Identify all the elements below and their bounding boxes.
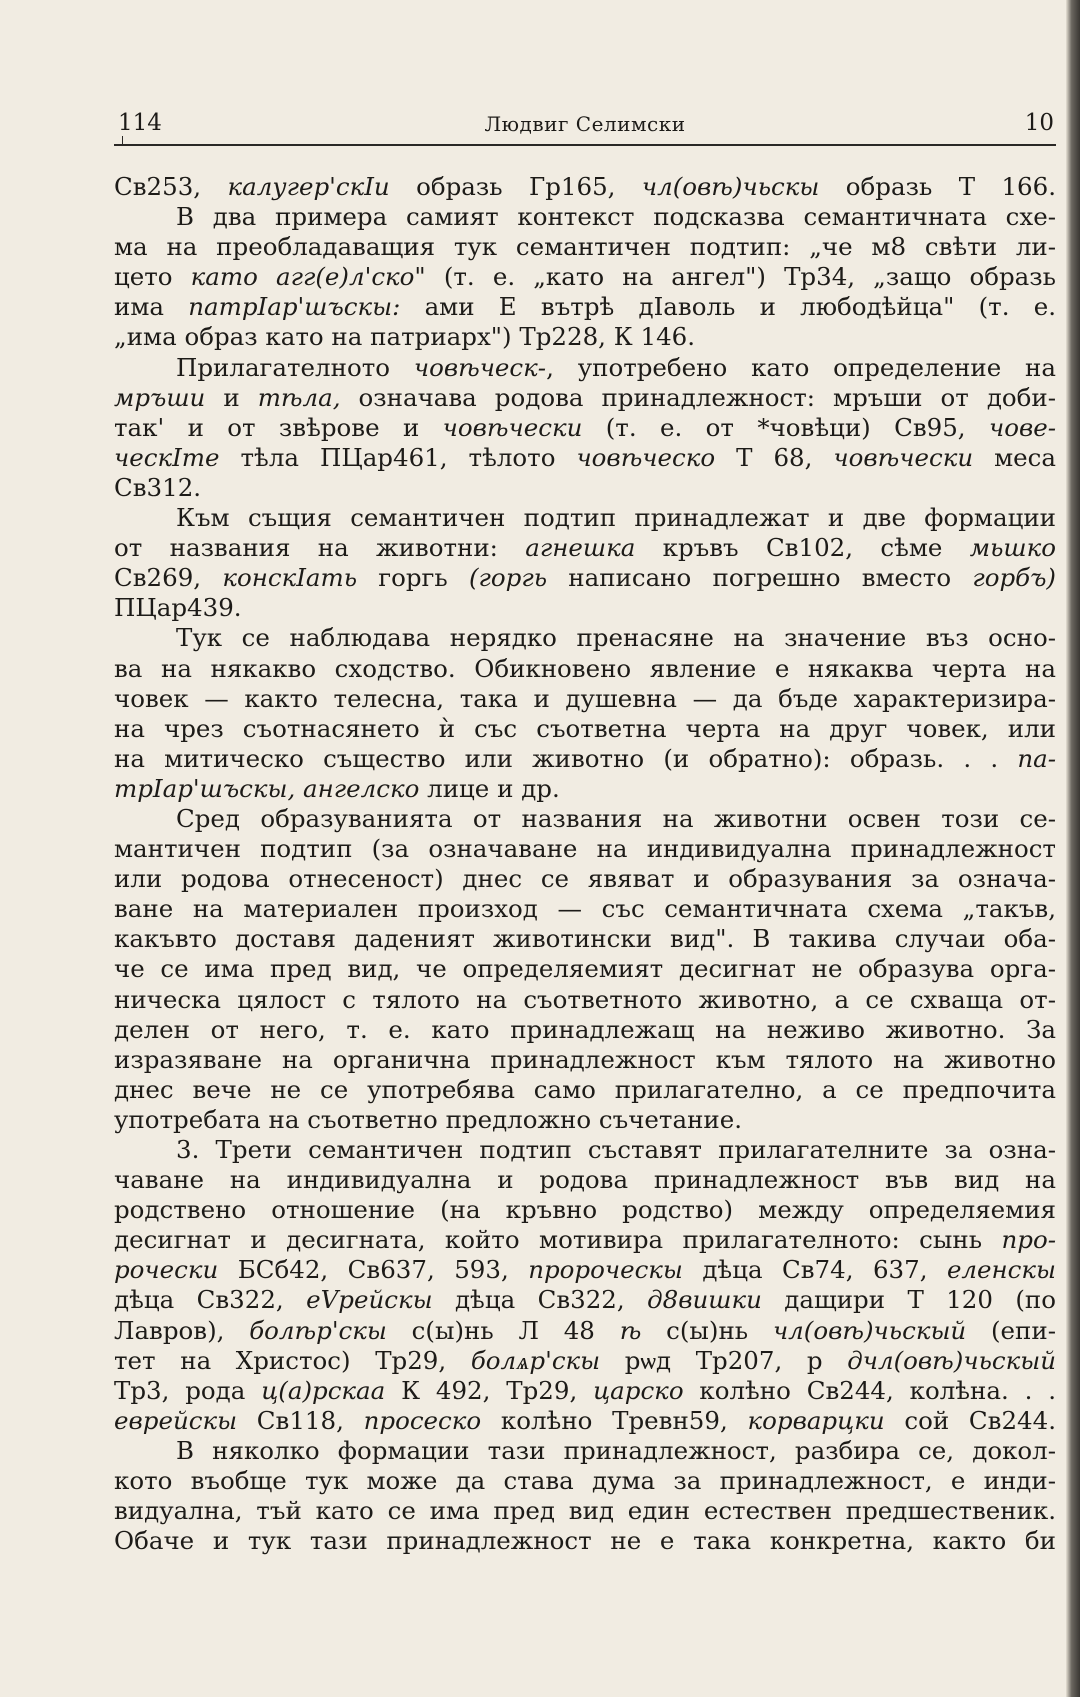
text-run: Св269,	[114, 563, 223, 593]
text-run: употребата на съответно предложно съчетание.	[114, 1104, 743, 1134]
text-line	[114, 353, 1056, 383]
text-line	[114, 443, 1056, 473]
text-line	[114, 563, 1056, 593]
text-line	[114, 744, 1056, 774]
text-line	[114, 834, 1056, 864]
italic-form: болѣр'скы	[249, 1315, 387, 1345]
text-run: с(ы)нь	[641, 1315, 773, 1345]
text-line	[114, 1225, 1056, 1255]
italic-form: ѣ	[619, 1315, 642, 1345]
text-run: образь Гр165,	[389, 172, 642, 201]
italic-form: човѣческ-	[413, 352, 547, 382]
italic-form: като агг(е)л'ско"	[190, 262, 426, 292]
text-line	[114, 292, 1056, 322]
text-run: има	[114, 292, 189, 322]
header-rule-tick	[122, 136, 123, 146]
text-line	[114, 954, 1056, 984]
text-line	[114, 894, 1056, 924]
italic-form: еVрейскы	[306, 1285, 433, 1315]
text-run: Прилагателното	[176, 352, 414, 382]
text-run: ническа цялост с тялото на съответното животно, а се схваща от-	[114, 984, 1056, 1014]
section-number: 10	[1024, 110, 1054, 136]
italic-form: еленскы	[946, 1255, 1056, 1285]
text-line	[114, 1015, 1056, 1045]
text-line	[114, 413, 1056, 443]
italic-form: мьшко	[969, 533, 1056, 563]
text-run: дащири Т 120 (по	[761, 1285, 1056, 1315]
text-line	[114, 1075, 1056, 1105]
text-run: Тр3, рода	[114, 1375, 262, 1405]
text-line	[114, 864, 1056, 894]
text-run: родствено отношение (на кръвно родство) между определяемия	[114, 1195, 1056, 1225]
italic-form: ческІте	[114, 442, 220, 472]
header-rule	[114, 144, 1056, 146]
text-run: кръвъ Св102, сѣме	[635, 533, 970, 563]
text-run: ма на преобладаващия тук семантичен подтип: „че м8 свѣти ли-	[114, 232, 1056, 262]
text-run: мантичен подтип (за означаване на индивидуална принадлежност	[114, 834, 1056, 864]
italic-form: болѧр'скы	[470, 1345, 601, 1375]
text-run: лице и др.	[419, 773, 560, 803]
italic-form: д8вишки	[647, 1285, 762, 1315]
text-line	[114, 593, 1056, 623]
italic-form: човѣчески	[833, 442, 974, 472]
italic-form: мръши	[114, 382, 206, 412]
text-run: какъвто доставя даденият животински вид". В такива случаи оба-	[114, 924, 1056, 954]
italic-form: ц(а)рскаа	[261, 1375, 386, 1405]
text-run: меса	[973, 442, 1056, 472]
italic-form: калугер'скІи	[227, 172, 390, 201]
text-run: К 492, Тр29,	[385, 1375, 594, 1405]
text-line	[114, 503, 1056, 533]
italic-form: патрІар'шъскы:	[188, 292, 401, 322]
text-run: горгь	[357, 563, 469, 593]
italic-form: горбъ)	[972, 563, 1056, 593]
text-line	[114, 714, 1056, 744]
text-run: ва на някакво сходство. Обикновено явление е някаква черта на	[114, 653, 1056, 683]
text-run: на чрез съотнасянето ѝ със съответна черта на друг човек, или	[114, 713, 1056, 743]
text-run: видуална, тъй като се има пред вид един естествен предшественик.	[114, 1496, 1056, 1526]
text-line	[114, 684, 1056, 714]
text-line	[114, 202, 1056, 232]
page-edge	[1066, 0, 1080, 1697]
text-run: „има образ като на патриарх") Тр228, К 146.	[114, 322, 696, 352]
italic-form: конскІать	[222, 563, 358, 593]
text-run: так' и от звѣрове и	[114, 412, 443, 442]
text-run: ПЦар439.	[114, 593, 242, 623]
text-line	[114, 262, 1056, 292]
text-line	[114, 1045, 1056, 1075]
text-run: Тук се наблюдава нерядко пренасяне на значение въз осно-	[176, 623, 1056, 653]
text-run: В няколко формации тази принадлежност, разбира се, докол-	[176, 1435, 1056, 1465]
text-run: Св253,	[114, 172, 228, 201]
italic-form: човѣчески	[442, 412, 583, 442]
text-line	[114, 985, 1056, 1015]
text-run: делен от него, т. е. като принадлежащ на неживо животно. За	[114, 1014, 1056, 1044]
italic-form: чл(овѣ)чьскы	[641, 172, 820, 201]
italic-form: па-	[1017, 743, 1056, 773]
text-line	[114, 1406, 1056, 1436]
text-run: Сред образуванията от названия на животни освен този се-	[176, 803, 1056, 833]
running-title: Людвиг Селимски	[484, 112, 686, 136]
text-run: чаване на индивидуална и родова принадлежност във вид на	[114, 1165, 1056, 1195]
text-run: означава родова принадлежност: мръши от доби-	[340, 382, 1056, 412]
body-text	[114, 172, 1056, 1556]
text-line	[114, 322, 1056, 352]
text-run: че се има пред вид, че определяемият десигнат не образува орга-	[114, 954, 1056, 984]
italic-form: корварцки	[747, 1405, 885, 1435]
italic-form: трІар'шъскы, ангелско	[114, 773, 420, 803]
text-line	[114, 1165, 1056, 1195]
text-run: тет на Христос) Тр29,	[114, 1345, 471, 1375]
italic-form: (горгь	[468, 563, 548, 593]
text-run: (епи-	[966, 1315, 1056, 1345]
text-run: тѣла ПЦар461, тѣлото	[219, 442, 577, 472]
text-run: Св118,	[237, 1405, 364, 1435]
text-line	[114, 623, 1056, 653]
text-run: сой Св244.	[884, 1405, 1056, 1435]
text-line	[114, 654, 1056, 684]
text-run: ване на материален произход — със семантичната схема „такъв,	[114, 894, 1056, 924]
text-run: или родова отнесеност) днес се явяват и образувания за означа-	[114, 864, 1056, 894]
text-run: Т 68,	[715, 442, 834, 472]
text-run: ами Е вътрѣ дІаволь и любодѣйца" (т. е.	[400, 292, 1056, 322]
text-run: от названия на животни:	[114, 533, 526, 563]
italic-form: тѣла,	[257, 382, 341, 412]
text-run: Към същия семантичен подтип принадлежат и две формации	[176, 503, 1056, 533]
text-line	[114, 774, 1056, 804]
text-run: десигнат и десигната, който мотивира прилагателното: сынь	[114, 1225, 1002, 1255]
text-run: (т. е. „като на ангел") Тр34, „защо образь	[425, 262, 1056, 292]
text-line	[114, 1135, 1056, 1165]
text-line	[114, 1195, 1056, 1225]
text-line	[114, 383, 1056, 413]
text-run: с(ы)нь Л 48	[386, 1315, 620, 1345]
text-line	[114, 1496, 1056, 1526]
text-run: на митическо същество или животно (и обратно): образь. . .	[114, 743, 1018, 773]
text-line	[114, 1316, 1056, 1346]
italic-form: царско	[593, 1375, 684, 1405]
text-run: и	[205, 382, 258, 412]
italic-form: дчл(овѣ)чьскый	[847, 1345, 1056, 1375]
text-line	[114, 1376, 1056, 1406]
text-run: Обаче и тук тази принадлежност не е така конкретна, както би	[114, 1526, 1056, 1556]
text-run: написано погрешно вместо	[547, 563, 973, 593]
italic-form: про-	[1001, 1225, 1056, 1255]
text-run: Св312.	[114, 472, 202, 502]
italic-form: човѣческо	[576, 442, 716, 472]
text-line	[114, 172, 1056, 202]
italic-form: просеско	[363, 1405, 482, 1435]
text-line	[114, 1436, 1056, 1466]
italic-form: чл(овѣ)чьскый	[772, 1315, 967, 1345]
running-header	[114, 104, 1056, 138]
text-line	[114, 1105, 1056, 1135]
text-run: цето	[114, 262, 191, 292]
text-run: колѣно Тревн59,	[481, 1405, 748, 1435]
text-run: БСб42, Св637, 593,	[218, 1255, 529, 1285]
text-line	[114, 1255, 1056, 1285]
page-number: 114	[118, 110, 162, 136]
text-line	[114, 473, 1056, 503]
text-run: образь Т 166.	[819, 172, 1056, 201]
italic-form: рочески	[114, 1255, 219, 1285]
text-line	[114, 1346, 1056, 1376]
text-run: дѣца Св322,	[114, 1285, 307, 1315]
text-line	[114, 533, 1056, 563]
text-run: , употребено като определение на	[546, 352, 1056, 382]
text-run: кото въобще тук може да става дума за принадлежност, е инди-	[114, 1466, 1056, 1496]
text-run: рѡд Тр207, р	[600, 1345, 848, 1375]
text-run: В два примера самият контекст подсказва семантичната схе-	[176, 202, 1056, 232]
text-run: колѣно Св244, колѣна. . .	[683, 1375, 1056, 1405]
text-run: днес вече не се употребява само прилагателно, а се предпочита	[114, 1074, 1056, 1104]
text-line	[114, 1526, 1056, 1556]
text-run: (т. е. от *човѣци) Св95,	[582, 412, 989, 442]
italic-form: еврейскы	[114, 1405, 238, 1435]
text-line	[114, 924, 1056, 954]
text-run: 3. Трети семантичен подтип съставят прилагателните за озна-	[176, 1135, 1056, 1164]
text-run: дѣца Св322,	[432, 1285, 648, 1315]
italic-form: агнешка	[525, 533, 636, 563]
text-line	[114, 804, 1056, 834]
text-run: изразяване на органична принадлежност към тялото на животно	[114, 1044, 1056, 1074]
text-run: Лавров),	[114, 1315, 250, 1345]
italic-form: чове-	[988, 412, 1056, 442]
text-run: дѣца Св74, 637,	[682, 1255, 947, 1285]
text-run: човек — както телесна, така и душевна — да бъде характеризира-	[114, 683, 1056, 713]
text-line	[114, 1285, 1056, 1315]
text-line	[114, 232, 1056, 262]
text-line	[114, 1466, 1056, 1496]
italic-form: пророческы	[528, 1255, 683, 1285]
